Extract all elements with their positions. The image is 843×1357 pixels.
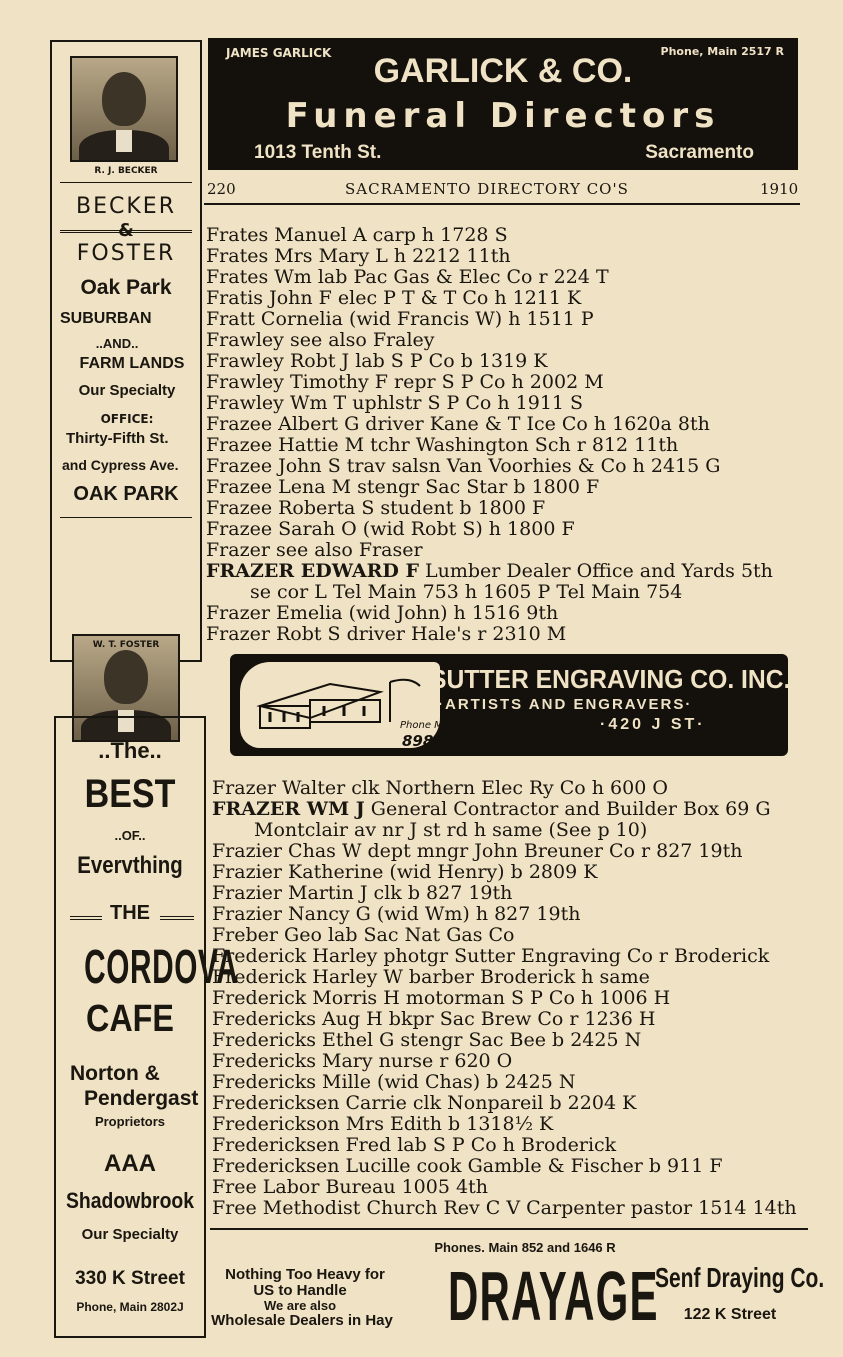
frazer-edward-entry bbox=[206, 561, 773, 582]
list-item: Fredericks Mary nurse r 620 O bbox=[212, 1050, 513, 1072]
drayage-left-3: We are also bbox=[263, 1298, 337, 1313]
and-label: ..AND.. bbox=[95, 336, 139, 351]
page-number: 220 bbox=[207, 180, 236, 198]
banner-phone: Phone, Main 2517 R bbox=[660, 45, 784, 58]
drayage-phones: Phones. Main 852 and 1646 R bbox=[434, 1240, 616, 1255]
list-item: Fredericks Aug H bkpr Sac Brew Co r 1236 H bbox=[212, 1008, 656, 1030]
entry-bold-name: FRAZER EDWARD F bbox=[206, 560, 419, 582]
frazer-wm-entry bbox=[212, 799, 771, 820]
becker-foster-ad bbox=[50, 40, 202, 662]
list-item: Free Methodist Church Rev C V Carpenter pastor 1514 14th bbox=[212, 1197, 797, 1219]
ampersand: & bbox=[118, 220, 134, 241]
drayage-title: DRAYAGE bbox=[448, 1257, 659, 1335]
list-item: Frawley Robt J lab S P Co b 1319 K bbox=[206, 350, 548, 372]
list-item: Fratis John F elec P T & T Co h 1211 K bbox=[206, 287, 582, 309]
entry-bold-name: FRAZER WM J bbox=[212, 798, 365, 820]
foster-name: FOSTER bbox=[76, 241, 176, 266]
list-item: Fredericks Ethel G stengr Sac Bee b 2425 N bbox=[212, 1029, 642, 1051]
proprietor-2: Pendergast bbox=[84, 1087, 199, 1110]
list-item: Frazer Emelia (wid John) h 1516 9th bbox=[206, 602, 559, 624]
best-label: BEST bbox=[84, 772, 176, 816]
becker-portrait bbox=[70, 56, 178, 162]
phone-label: Phone, Main 2802J bbox=[76, 1300, 184, 1314]
sutter-engraving-ad bbox=[230, 654, 791, 756]
sutter-name: SUTTER ENGRAVING CO. INC. bbox=[430, 664, 791, 694]
the2-label: THE bbox=[110, 902, 150, 924]
list-item: Frates Mrs Mary L h 2212 11th bbox=[206, 245, 511, 267]
cordova-title: CORDOVA bbox=[84, 941, 239, 994]
our-specialty-label: Our Specialty bbox=[78, 382, 176, 399]
street-label: 330 K Street bbox=[75, 1268, 185, 1289]
list-item: Fredericksen Lucille cook Gamble & Fischer b 911 F bbox=[212, 1155, 723, 1177]
oak-park-title: Oak Park bbox=[80, 276, 172, 299]
specialty-label: Our Specialty bbox=[81, 1226, 179, 1243]
list-item: Frazee Sarah O (wid Robt S) h 1800 F bbox=[206, 518, 575, 540]
list-item: Frazier Chas W dept mngr John Breuner Co r 827 19th bbox=[212, 840, 743, 862]
banner-city: Sacramento bbox=[645, 142, 754, 163]
of-label: ..OF.. bbox=[114, 828, 146, 843]
list-item: Frazier Katherine (wid Henry) b 2809 K bbox=[212, 861, 598, 883]
drayage-ad bbox=[210, 1234, 825, 1344]
list-item: Frederick Morris H motorman S P Co h 1006 H bbox=[212, 987, 671, 1009]
list-item: Frawley Timothy F repr S P Co h 2002 M bbox=[206, 371, 604, 393]
list-item: Frazer see also Fraser bbox=[206, 539, 423, 561]
list-item: Frazier Nancy G (wid Wm) h 827 19th bbox=[212, 903, 581, 925]
list-item: Freber Geo lab Sac Nat Gas Co bbox=[212, 924, 515, 946]
banner-business: Funeral Directors bbox=[285, 96, 721, 136]
list-item: Frederickson Mrs Edith b 1318½ K bbox=[212, 1113, 554, 1135]
drayage-left-4: Wholesale Dealers in Hay bbox=[211, 1312, 393, 1329]
list-item: Frazee Hattie M tchr Washington Sch r 812 11th bbox=[206, 434, 679, 456]
oak-park-footer: OAK PARK bbox=[73, 483, 179, 505]
entry-text: Lumber Dealer Office and Yards 5th bbox=[418, 560, 773, 582]
page-title: SACRAMENTO DIRECTORY CO'S bbox=[345, 180, 629, 198]
list-item: Frazer Walter clk Northern Elec Ry Co h 600 O bbox=[212, 777, 668, 799]
drayage-left-2: US to Handle bbox=[253, 1282, 347, 1299]
aaa-label: AAA bbox=[104, 1150, 156, 1177]
drayage-left-1: Nothing Too Heavy for bbox=[225, 1266, 385, 1283]
drayage-company: Senf Draying Co. bbox=[655, 1262, 825, 1293]
office-address-2: and Cypress Ave. bbox=[62, 457, 179, 473]
page-year: 1910 bbox=[760, 180, 799, 198]
proprietors-label: Proprietors bbox=[94, 1114, 166, 1129]
list-item: Frates Wm lab Pac Gas & Elec Co r 224 T bbox=[206, 266, 609, 288]
everything-label: Evervthing bbox=[77, 852, 183, 879]
list-item: Frederick Harley photgr Sutter Engraving Co r Broderick bbox=[212, 945, 770, 967]
becker-name: BECKER bbox=[76, 194, 176, 219]
frazer-wm-continuation: Montclair av nr J st rd h same (See p 10) bbox=[254, 819, 648, 841]
banner-owner: JAMES GARLICK bbox=[226, 46, 332, 60]
sutter-phone-number: 898 bbox=[402, 732, 434, 750]
suburban-label: SUBURBAN bbox=[60, 310, 152, 327]
entries-bottom bbox=[212, 778, 812, 1218]
list-item: Frazer Robt S driver Hale's r 2310 M bbox=[206, 623, 567, 645]
drayage-street: 122 K Street bbox=[683, 1306, 777, 1323]
foster-caption: W. T. FOSTER bbox=[92, 640, 160, 650]
list-item: Frates Manuel A carp h 1728 S bbox=[206, 224, 508, 246]
list-item: Fredericksen Fred lab S P Co h Broderick bbox=[212, 1134, 617, 1156]
list-item: Fredericks Mille (wid Chas) b 2425 N bbox=[212, 1071, 576, 1093]
list-item: Fratt Cornelia (wid Francis W) h 1511 P bbox=[206, 308, 594, 330]
banner-company: GARLICK & CO. bbox=[373, 52, 633, 90]
farm-lands-label: FARM LANDS bbox=[79, 355, 185, 372]
becker-caption: R. J. BECKER bbox=[94, 166, 158, 176]
list-item: Free Labor Bureau 1005 4th bbox=[212, 1176, 488, 1198]
office-address-1: Thirty-Fifth St. bbox=[66, 430, 169, 447]
cordova-cafe-ad bbox=[54, 716, 239, 1338]
entries-top bbox=[206, 225, 806, 665]
garlick-banner bbox=[208, 38, 798, 170]
entry-text: General Contractor and Builder Box 69 G bbox=[364, 798, 771, 820]
list-item: Frazee Lena M stengr Sac Star b 1800 F bbox=[206, 476, 600, 498]
shadowbrook-label: Shadowbrook bbox=[65, 1188, 194, 1213]
frazer-edward-continuation: se cor L Tel Main 753 h 1605 P Tel Main 754 bbox=[250, 581, 683, 603]
list-item: Frawley see also Fraley bbox=[206, 329, 435, 351]
list-item: Frazier Martin J clk b 827 19th bbox=[212, 882, 513, 904]
proprietor-1: Norton & bbox=[70, 1062, 160, 1085]
office-label: OFFICE: bbox=[100, 412, 154, 426]
sutter-tagline: ·ARTISTS AND ENGRAVERS· bbox=[438, 696, 693, 713]
list-item: Frawley Wm T uphlstr S P Co h 1911 S bbox=[206, 392, 584, 414]
list-item: Frazee John S trav salsn Van Voorhies & Co h 2415 G bbox=[206, 455, 721, 477]
banner-address: 1013 Tenth St. bbox=[254, 142, 382, 163]
the-label: ..The.. bbox=[98, 738, 162, 763]
list-item: Fredericksen Carrie clk Nonpareil b 2204 K bbox=[212, 1092, 637, 1114]
list-item: Frazee Roberta S student b 1800 F bbox=[206, 497, 546, 519]
cafe-title: CAFE bbox=[86, 998, 174, 1040]
sutter-phone-label: Phone Main bbox=[400, 720, 459, 731]
sutter-address: ·420 J ST· bbox=[600, 716, 706, 733]
list-item: Frazee Albert G driver Kane & T Ice Co h 1620a 8th bbox=[206, 413, 710, 435]
list-item: Frederick Harley W barber Broderick h same bbox=[212, 966, 650, 988]
